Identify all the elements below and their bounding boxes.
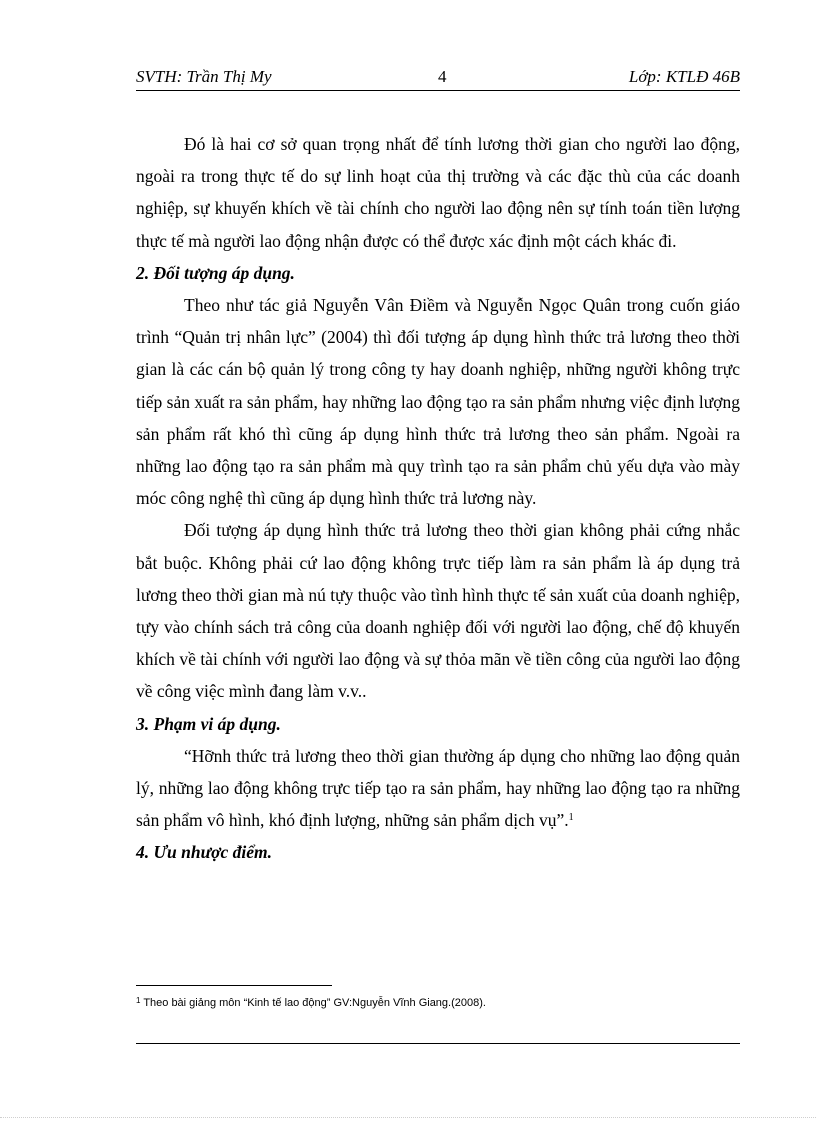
page-footer-rule bbox=[136, 1043, 740, 1044]
footnote-separator bbox=[136, 985, 332, 986]
page-edge bbox=[0, 1117, 816, 1118]
paragraph-3: Đối tượng áp dụng hình thức trả lương theo thời gian không phải cứng nhắc bắt buộc. Không phải cứ lao động không trực tiếp làm ra sản phẩm là áp dụng trả lương theo thời gian mà nú tựy thuộc vào tình hình thực tế sản xuất của doanh nghiệp, tựy vào chính sách trả công của doanh nghiệp đối với người lao động, chế độ khuyến khích về tài chính với người lao động và sự thỏa mãn về tiền công của người lao động về công việc mình đang làm v.v.. bbox=[136, 520, 740, 702]
footnote-text: Theo bài giảng môn “Kinh tế lao động” GV:Nguyễn Vĩnh Giang.(2008). bbox=[143, 997, 486, 1009]
page-number: 4 bbox=[438, 67, 447, 86]
paragraph-2: Theo như tác giả Nguyễn Vân Điềm và Nguyễn Ngọc Quân trong cuốn giáo trình “Quản trị nhân lực” (2004) thì đối tượng áp dụng hình thức trả lương theo thời gian là các cán bộ quản lý trong công ty hay doanh nghiệp, những người không trực tiếp sản xuất ra sản phẩm, hay những lao động tạo ra sản phẩm nhưng việc định lượng sản phẩm rất khó thì cũng áp dụng hình thức trả lương theo sản phẩm. Ngoài ra những lao động tạo ra sản phẩm mà quy trình tạo ra sản phẩm chủ yếu dựa vào mày móc công nghệ thì cũng áp dụng hình thức trả lương này. bbox=[136, 295, 740, 509]
section-heading-3: 3. Phạm vi áp dụng. bbox=[136, 713, 281, 734]
section-heading-2: 2. Đối tượng áp dụng. bbox=[136, 262, 295, 283]
section-heading-4: 4. Ưu nhược điểm. bbox=[136, 842, 273, 863]
footnote-reference[interactable]: 1 bbox=[568, 812, 574, 824]
student-name: SVTH: Trần Thị My bbox=[136, 67, 272, 86]
footnote-marker: 1 bbox=[136, 996, 141, 1005]
page-header bbox=[136, 64, 740, 91]
class-label: Lớp: KTLĐ 46B bbox=[628, 67, 740, 86]
footnote bbox=[136, 997, 486, 1009]
paragraph-4-text: “Hỡnh thức trả lương theo thời gian thường áp dụng cho những lao động quản lý, những lao động không trực tiếp tạo ra sản phẩm, hay những lao động tạo ra những sản phẩm vô hình, khó định lượng, những sản phẩm dịch vụ”. bbox=[136, 745, 740, 831]
paragraph-4 bbox=[136, 740, 740, 837]
document-body bbox=[136, 128, 740, 869]
paragraph-1: Đó là hai cơ sở quan trọng nhất để tính lương thời gian cho người lao động, ngoài ra trong thực tế do sự linh hoạt của thị trường và các đặc thù của các doanh nghiệp, sự khuyến khích về tài chính cho người lao động nên sự tính toán tiền lượng thực tế mà người lao động nhận được có thể được xác định một cách khác đi. bbox=[136, 134, 740, 251]
